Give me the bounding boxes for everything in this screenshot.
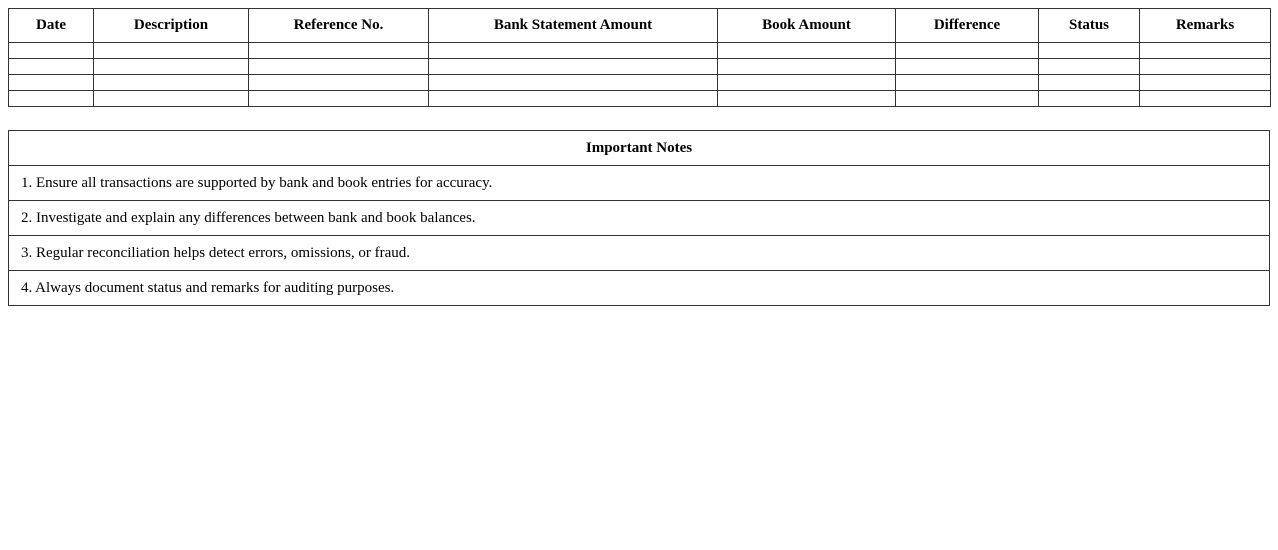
cell-bank-statement-amount[interactable]	[429, 43, 718, 59]
column-header-bank-statement-amount: Bank Statement Amount	[429, 9, 718, 43]
cell-description[interactable]	[94, 75, 249, 91]
cell-book-amount[interactable]	[718, 59, 896, 75]
note-item: 2. Investigate and explain any differences between bank and book balances.	[9, 201, 1270, 236]
cell-remarks[interactable]	[1140, 43, 1271, 59]
cell-description[interactable]	[94, 43, 249, 59]
cell-date[interactable]	[9, 91, 94, 107]
cell-description[interactable]	[94, 91, 249, 107]
column-header-description: Description	[94, 9, 249, 43]
column-header-difference: Difference	[896, 9, 1039, 43]
cell-reference-no[interactable]	[249, 75, 429, 91]
table-row	[9, 43, 1271, 59]
column-header-remarks: Remarks	[1140, 9, 1271, 43]
cell-reference-no[interactable]	[249, 43, 429, 59]
column-header-reference-no: Reference No.	[249, 9, 429, 43]
cell-difference[interactable]	[896, 75, 1039, 91]
cell-book-amount[interactable]	[718, 75, 896, 91]
cell-reference-no[interactable]	[249, 59, 429, 75]
note-row	[9, 166, 1270, 201]
cell-date[interactable]	[9, 75, 94, 91]
note-row	[9, 201, 1270, 236]
cell-difference[interactable]	[896, 43, 1039, 59]
cell-bank-statement-amount[interactable]	[429, 75, 718, 91]
cell-status[interactable]	[1039, 75, 1140, 91]
table-header-row	[9, 9, 1271, 43]
table-row	[9, 75, 1271, 91]
important-notes-table	[8, 130, 1270, 306]
note-row	[9, 236, 1270, 271]
column-header-date: Date	[9, 9, 94, 43]
column-header-book-amount: Book Amount	[718, 9, 896, 43]
table-row	[9, 91, 1271, 107]
cell-reference-no[interactable]	[249, 91, 429, 107]
cell-status[interactable]	[1039, 91, 1140, 107]
cell-book-amount[interactable]	[718, 91, 896, 107]
notes-title: Important Notes	[9, 131, 1270, 166]
note-row	[9, 271, 1270, 306]
cell-bank-statement-amount[interactable]	[429, 91, 718, 107]
cell-difference[interactable]	[896, 91, 1039, 107]
cell-bank-statement-amount[interactable]	[429, 59, 718, 75]
cell-date[interactable]	[9, 59, 94, 75]
cell-remarks[interactable]	[1140, 91, 1271, 107]
cell-status[interactable]	[1039, 43, 1140, 59]
note-item: 4. Always document status and remarks for auditing purposes.	[9, 271, 1270, 306]
cell-date[interactable]	[9, 43, 94, 59]
cell-remarks[interactable]	[1140, 59, 1271, 75]
column-header-status: Status	[1039, 9, 1140, 43]
notes-header-row	[9, 131, 1270, 166]
cell-remarks[interactable]	[1140, 75, 1271, 91]
cell-difference[interactable]	[896, 59, 1039, 75]
cell-description[interactable]	[94, 59, 249, 75]
cell-book-amount[interactable]	[718, 43, 896, 59]
table-row	[9, 59, 1271, 75]
note-item: 3. Regular reconciliation helps detect errors, omissions, or fraud.	[9, 236, 1270, 271]
cell-status[interactable]	[1039, 59, 1140, 75]
note-item: 1. Ensure all transactions are supported by bank and book entries for accuracy.	[9, 166, 1270, 201]
reconciliation-table	[8, 8, 1271, 107]
